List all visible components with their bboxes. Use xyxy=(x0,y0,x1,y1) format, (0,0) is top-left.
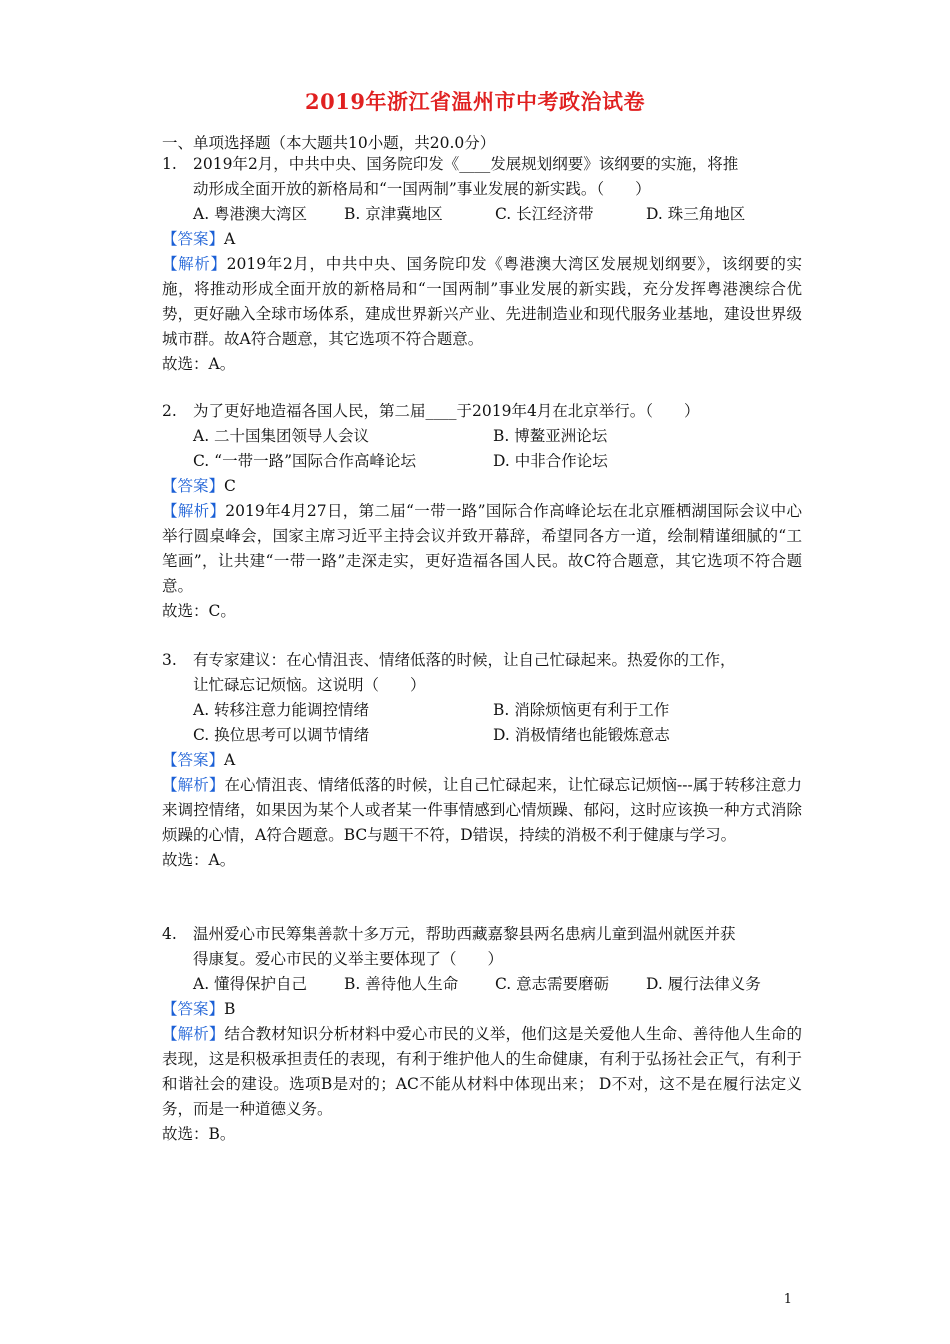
question-stem: 为了更好地造福各国人民，第二届____于2019年4月在北京举行。（ ） xyxy=(193,402,700,420)
options-row xyxy=(162,202,802,227)
option: B. 消除烦恼更有利于工作 xyxy=(493,701,670,719)
page-number: 1 xyxy=(783,1292,792,1307)
analysis-label: 【解析】 xyxy=(162,255,227,273)
option: A. 粤港澳大湾区 xyxy=(193,205,308,223)
options-row xyxy=(162,972,802,997)
option: A. 二十国集团领导人会议 xyxy=(193,427,370,445)
question-number: 1. xyxy=(162,155,177,173)
options-row xyxy=(162,449,802,474)
answer-label: 【答案】 xyxy=(162,1000,225,1018)
options-row xyxy=(162,424,802,449)
page-title: 2019年浙江省温州市中考政治试卷 xyxy=(305,89,645,114)
question-2 xyxy=(162,399,802,624)
question-4 xyxy=(162,922,802,1147)
option: B. 善待他人生命 xyxy=(344,975,459,993)
options-row xyxy=(162,698,802,723)
option: B. 京津冀地区 xyxy=(344,205,443,223)
answer-value: A xyxy=(224,230,236,248)
answer-value: A xyxy=(224,751,236,769)
option: D. 履行法律义务 xyxy=(646,975,761,993)
option: C. “一带一路”国际合作高峰论坛 xyxy=(193,452,417,470)
section-heading: 一、单项选择题（本大题共10小题，共20.0分） xyxy=(162,134,496,152)
question-number: 2. xyxy=(162,402,177,420)
option: D. 中非合作论坛 xyxy=(493,452,608,470)
question-number: 4. xyxy=(162,925,177,943)
option: A. 懂得保护自己 xyxy=(193,975,308,993)
analysis-text: 在心情沮丧、情绪低落的时候，让自己忙碌起来，让忙碌忘记烦恼---属于转移注意力来调控情绪，如果因为某个人或者某一件事情感到心情烦躁、郁闷，这时应该换一种方式消除烦躁的心情，A符合题意。BC与题干不符，D错误，持续的消极不利于健康与学习。 xyxy=(162,776,802,844)
answer-value: C xyxy=(224,477,236,495)
question-stem: 让忙碌忘记烦恼。这说明（ ） xyxy=(193,676,426,694)
option: A. 转移注意力能调控情绪 xyxy=(193,701,370,719)
analysis-label: 【解析】 xyxy=(162,1025,225,1043)
question-3 xyxy=(162,648,802,873)
question-number: 3. xyxy=(162,651,177,669)
final-answer: 故选：A。 xyxy=(162,355,236,373)
final-answer: 故选：A。 xyxy=(162,851,236,869)
question-stem: 有专家建议：在心情沮丧、情绪低落的时候，让自己忙碌起来。热爱你的工作， xyxy=(193,651,736,669)
question-stem: 温州爱心市民筹集善款十多万元，帮助西藏嘉黎县两名患病儿童到温州就医并获 xyxy=(193,925,736,943)
option: D. 珠三角地区 xyxy=(646,205,746,223)
option: C. 意志需要磨砺 xyxy=(495,975,610,993)
option: B. 博鳌亚洲论坛 xyxy=(493,427,608,445)
final-answer: 故选：B。 xyxy=(162,1125,236,1143)
answer-label: 【答案】 xyxy=(162,751,225,769)
question-1 xyxy=(162,152,802,377)
analysis-text: 2019年4月27日，第二届“一带一路”国际合作高峰论坛在北京雁栖湖国际会议中心举行圆桌峰会，国家主席习近平主持会议并致开幕辞，希望同各方一道，绘制精谨细腻的“工笔画”，让共建“一带一路”走深走实，更好造福各国人民。故C符合题意，其它选项不符合题意。 xyxy=(162,502,802,595)
question-stem: 得康复。爱心市民的义举主要体现了（ ） xyxy=(193,950,504,968)
option: D. 消极情绪也能锻炼意志 xyxy=(493,726,670,744)
question-stem: 2019年2月，中共中央、国务院印发《____发展规划纲要》该纲要的实施，将推 xyxy=(193,155,739,173)
answer-label: 【答案】 xyxy=(162,230,225,248)
final-answer: 故选：C。 xyxy=(162,602,236,620)
options-row xyxy=(162,723,802,748)
analysis-label: 【解析】 xyxy=(162,502,226,520)
analysis-text: 2019年2月，中共中央、国务院印发《粤港澳大湾区发展规划纲要》，该纲要的实施，将推动形成全面开放的新格局和“一国两制”事业发展的新实践，充分发挥粤港澳综合优势，更好融入全球市场体系，建成世界新兴产业、先进制造业和现代服务业基地，建设世界级城市群。故A符合题意，其它选项不符合题意。 xyxy=(162,255,802,348)
analysis-text: 结合教材知识分析材料中爱心市民的义举，他们这是关爱他人生命、善待他人生命的表现，这是积极承担责任的表现，有利于维护他人的生命健康，有利于弘扬社会正气，有利于和谐社会的建设。选项B是对的；AC不能从材料中体现出来； D不对，这不是在履行法定义务，而是一种道德义务。 xyxy=(162,1025,802,1118)
option: C. 长江经济带 xyxy=(495,205,594,223)
option: C. 换位思考可以调节情绪 xyxy=(193,726,370,744)
answer-label: 【答案】 xyxy=(162,477,225,495)
answer-value: B xyxy=(224,1000,236,1018)
analysis-label: 【解析】 xyxy=(162,776,225,794)
question-stem: 动形成全面开放的新格局和“一国两制”事业发展的新实践。（ ） xyxy=(193,180,651,198)
